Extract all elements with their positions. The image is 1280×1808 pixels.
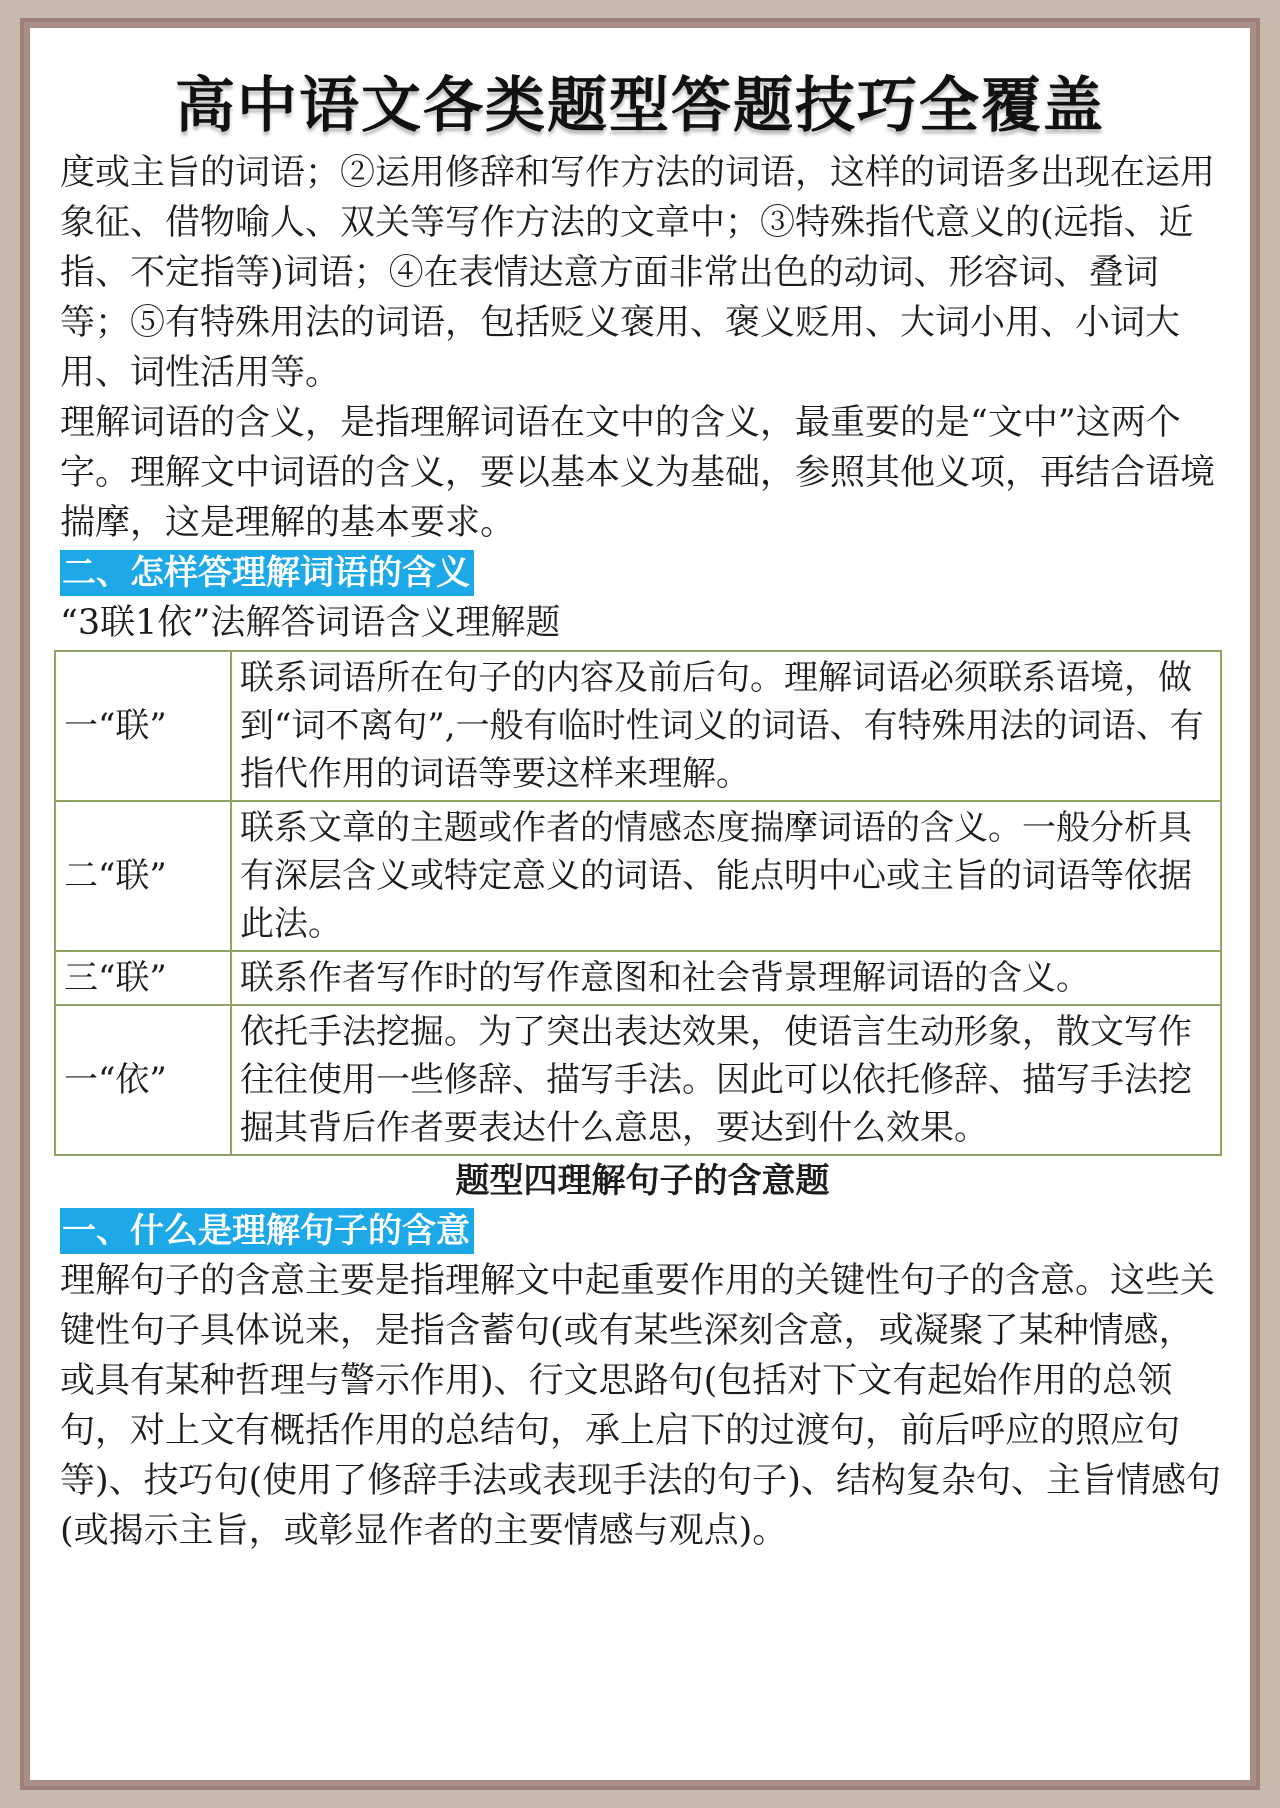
section-heading (60, 1206, 1225, 1256)
table-row (55, 1005, 1221, 1155)
method-key: 一“联” (55, 651, 231, 801)
document-content (60, 148, 1225, 1556)
method-text: 联系词语所在句子的内容及前后句。理解词语必须联系语境，做到“词不离句”,一般有临时性词义的词语、有特殊用法的词语、有指代作用的词语等要这样来理解。 (231, 651, 1221, 801)
page-title: 高中语文各类题型答题技巧全覆盖 (175, 71, 1105, 141)
method-text: 联系文章的主题或作者的情感态度揣摩词语的含义。一般分析具有深层含义或特定意义的词语、能点明中心或主旨的词语等依据此法。 (231, 801, 1221, 951)
table-row (55, 801, 1221, 951)
intro-paragraph: 度或主旨的词语；②运用修辞和写作方法的词语，这样的词语多出现在运用象征、借物喻人、双关等写作方法的文章中；③特殊指代意义的(远指、近指、不定指等)词语；④在表情达意方面非常出色的动词、形容词、叠词等；⑤有特殊用法的词语，包括贬义褒用、褒义贬用、大词小用、小词大用、词性活用等。 (60, 153, 1216, 393)
question-type-title: 题型四理解句子的含意题 (455, 1161, 830, 1201)
table-row (55, 951, 1221, 1005)
table-row (55, 651, 1221, 801)
method-subtitle: “3联1依”法解答词语含义理解题 (60, 603, 561, 643)
sentence-meaning-paragraph: 理解句子的含意主要是指理解文中起重要作用的关键性句子的含意。这些关键性句子具体说来，是指含蓄句(或有某些深刻含意，或凝聚了某种情感，或具有某种哲理与警示作用)、行文思路句(包括对下文有起始作用的总领句，对上文有概括作用的总结句，承上启下的过渡句，前后呼应的照应句等)、技巧句(使用了修辞手法或表现手法的句子)、结构复杂句、主旨情感句(或揭示主旨，或彰显作者的主要情感与观点)。 (60, 1261, 1221, 1551)
method-key: 一“依” (55, 1005, 231, 1155)
section-heading (60, 548, 1225, 598)
method-key: 二“联” (55, 801, 231, 951)
document-page (30, 28, 1250, 1780)
method-key: 三“联” (55, 951, 231, 1005)
method-text: 依托手法挖掘。为了突出表达效果，使语言生动形象，散文写作往往使用一些修辞、描写手法。因此可以依托修辞、描写手法挖掘其背后作者要表达什么意思，要达到什么效果。 (231, 1005, 1221, 1155)
section1-heading: 一、什么是理解句子的含意 (60, 1208, 474, 1254)
method-text: 联系作者写作时的写作意图和社会背景理解词语的含义。 (231, 951, 1221, 1005)
meaning-paragraph: 理解词语的含义，是指理解词语在文中的含义，最重要的是“文中”这两个字。理解文中词语的含义，要以基本义为基础，参照其他义项，再结合语境揣摩，这是理解的基本要求。 (60, 403, 1216, 543)
method-table (54, 650, 1222, 1156)
section2-heading: 二、怎样答理解词语的含义 (60, 550, 474, 596)
